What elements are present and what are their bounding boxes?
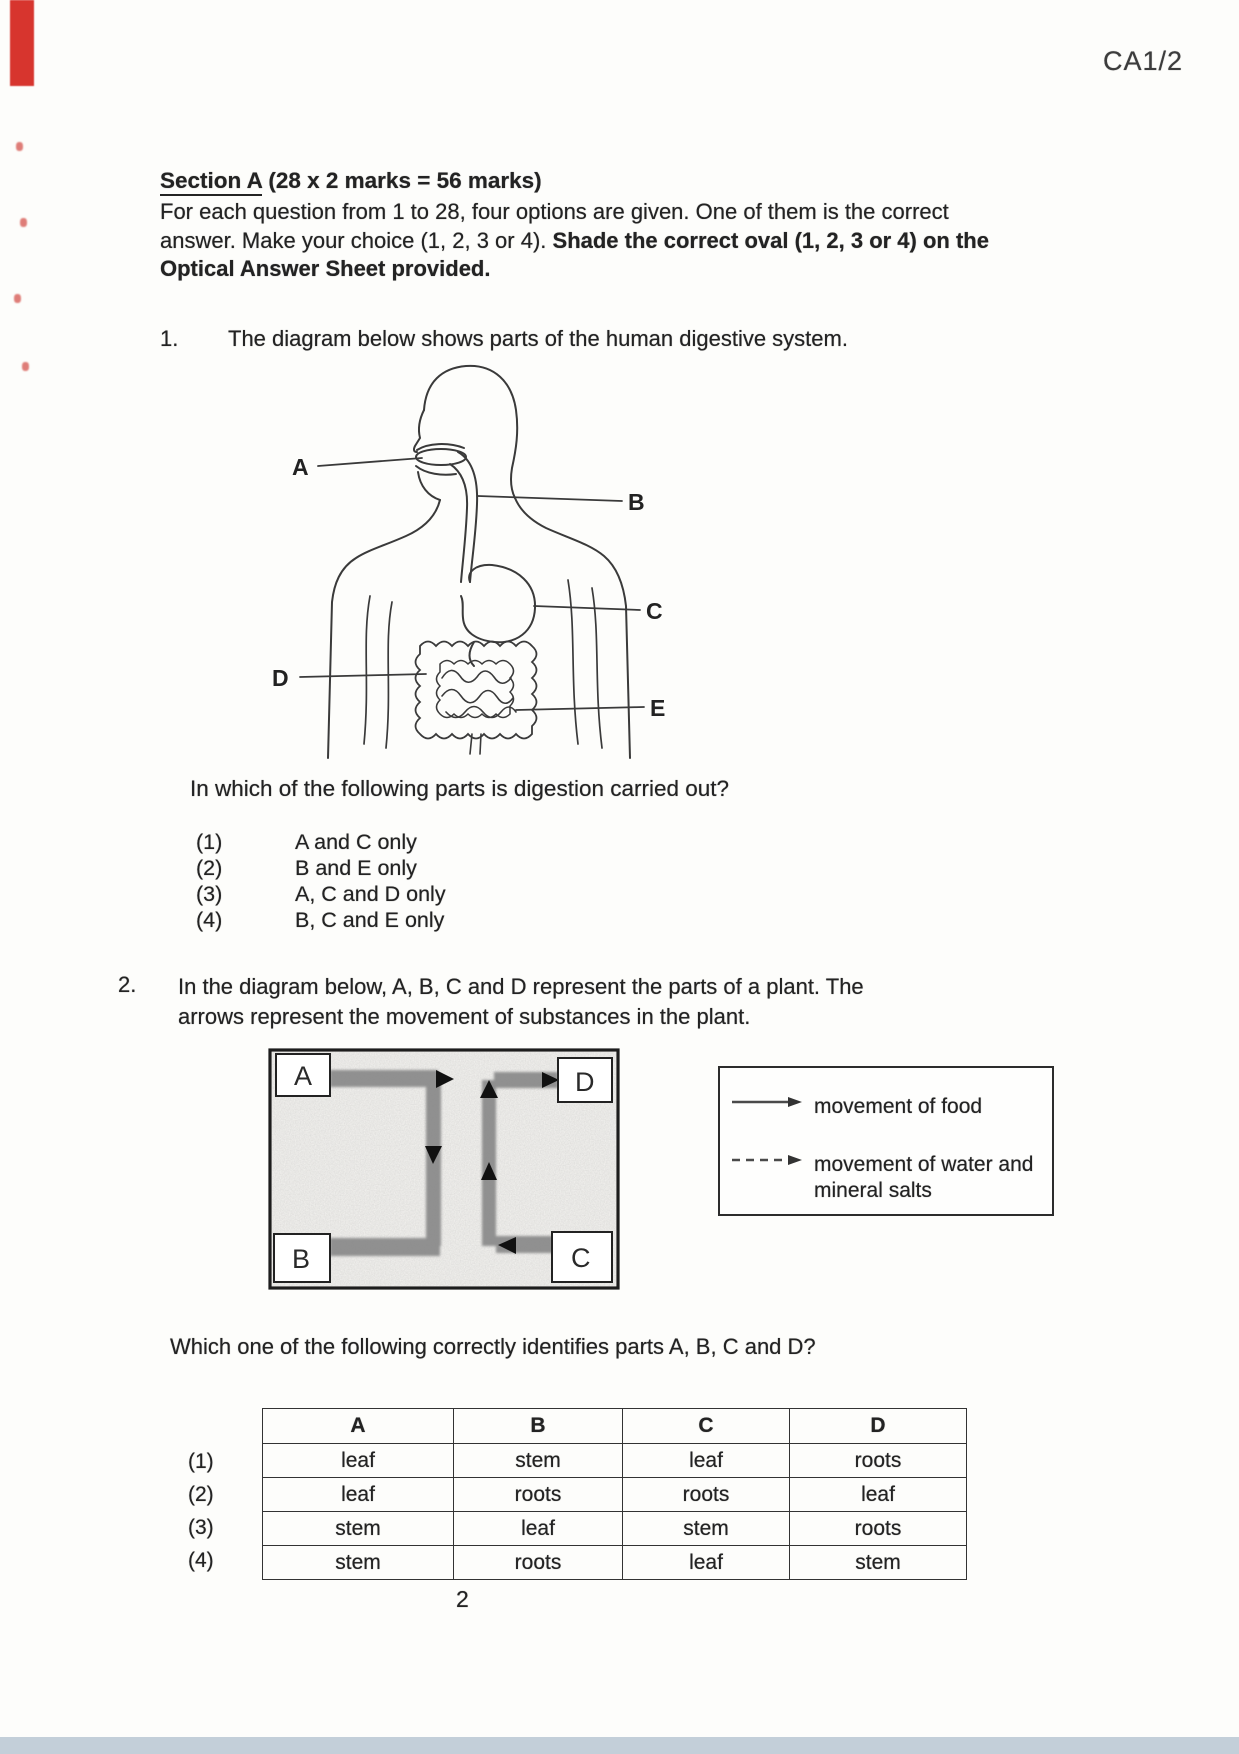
scan-red-speck xyxy=(16,142,23,151)
table-cell: roots xyxy=(790,1444,967,1478)
diagram-label-D: D xyxy=(272,665,289,691)
table-header-B: B xyxy=(454,1409,623,1444)
solid-arrow-icon xyxy=(730,1094,806,1110)
table-cell: stem xyxy=(263,1512,454,1546)
plant-label-C: C xyxy=(571,1243,591,1273)
table-cell: roots xyxy=(790,1512,967,1546)
section-title-underlined: Section A xyxy=(160,168,262,196)
answer-options-table xyxy=(262,1408,967,1580)
instructions-bold: Shade the correct oval (1, 2, 3 or 4) on the Optical Answer Sheet provided. xyxy=(160,227,989,281)
digestive-system-diagram xyxy=(228,344,740,760)
table-cell: leaf xyxy=(454,1512,623,1546)
plant-label-D: D xyxy=(575,1067,595,1097)
legend-box xyxy=(718,1066,1054,1216)
plant-label-A: A xyxy=(294,1061,313,1091)
table-row xyxy=(263,1512,967,1546)
scan-bottom-edge-artifact xyxy=(0,1737,1239,1754)
dashed-arrow-icon xyxy=(730,1152,806,1168)
table-header-C: C xyxy=(623,1409,790,1444)
scan-red-edge-artifact xyxy=(10,0,34,86)
option-number: (4) xyxy=(196,908,223,932)
table-cell: leaf xyxy=(790,1478,967,1512)
diagram-label-B: B xyxy=(628,489,645,515)
instructions-regular: For each question from 1 to 28, four options are given. One of them is the correct answer. Make your choice (1, 2, 3 or 4). xyxy=(160,199,949,253)
question2-prompt: Which one of the following correctly identifies parts A, B, C and D? xyxy=(170,1334,816,1359)
paper-code: CA1/2 xyxy=(1103,46,1184,76)
plant-movement-diagram xyxy=(268,1048,620,1290)
option-number: (1) xyxy=(196,830,223,854)
table-row-label-1: (1) xyxy=(188,1450,214,1473)
table-cell: stem xyxy=(263,1546,454,1580)
question2-stem xyxy=(178,972,864,1032)
table-row-label-2: (2) xyxy=(188,1483,214,1506)
q1-option-4 xyxy=(196,908,444,933)
section-title-marks: (28 x 2 marks = 56 marks) xyxy=(262,168,542,193)
table-cell: roots xyxy=(454,1478,623,1512)
table-header-row xyxy=(263,1409,967,1444)
q1-option-3 xyxy=(196,882,446,907)
section-instructions xyxy=(160,198,990,284)
option-text: A, C and D only xyxy=(295,882,446,906)
scan-red-speck xyxy=(20,218,27,227)
table-cell: leaf xyxy=(263,1478,454,1512)
table-cell: roots xyxy=(454,1546,623,1580)
option-text: B and E only xyxy=(295,856,417,880)
legend-entry-water xyxy=(730,1152,1042,1204)
table-cell: roots xyxy=(623,1478,790,1512)
table-cell: stem xyxy=(454,1444,623,1478)
diagram-label-C: C xyxy=(646,598,663,624)
scan-red-speck xyxy=(14,294,21,303)
table-row xyxy=(263,1546,967,1580)
table-cell: stem xyxy=(790,1546,967,1580)
question1-number: 1. xyxy=(160,326,179,351)
page-number: 2 xyxy=(456,1586,469,1612)
scan-red-speck xyxy=(22,362,29,371)
legend-water-label: movement of water and mineral salts xyxy=(814,1153,1034,1202)
option-text: A and C only xyxy=(295,830,417,854)
table-row-label-4: (4) xyxy=(188,1549,214,1572)
table-cell: stem xyxy=(623,1512,790,1546)
question1-stem: The diagram below shows parts of the human digestive system. xyxy=(228,326,848,351)
q1-option-2 xyxy=(196,856,417,881)
question1-prompt: In which of the following parts is digestion carried out? xyxy=(190,776,730,801)
table-row-label-3: (3) xyxy=(188,1516,214,1539)
legend-entry-food xyxy=(730,1094,982,1120)
option-number: (2) xyxy=(196,856,223,880)
question2-stem-line1: In the diagram below, A, B, C and D represent the parts of a plant. The xyxy=(178,974,864,999)
table-cell: leaf xyxy=(623,1444,790,1478)
question2-number: 2. xyxy=(118,972,137,997)
option-text: B, C and E only xyxy=(295,908,445,932)
table-row xyxy=(263,1444,967,1478)
plant-label-B: B xyxy=(292,1244,311,1274)
diagram-label-E: E xyxy=(650,695,666,721)
option-number: (3) xyxy=(196,882,223,906)
table-header-A: A xyxy=(263,1409,454,1444)
section-title xyxy=(160,168,542,194)
table-row xyxy=(263,1478,967,1512)
legend-food-label: movement of food xyxy=(814,1095,983,1118)
table-header-D: D xyxy=(790,1409,967,1444)
diagram-label-A: A xyxy=(292,454,309,480)
q1-option-1 xyxy=(196,830,417,855)
table-cell: leaf xyxy=(623,1546,790,1580)
question2-stem-line2: arrows represent the movement of substances in the plant. xyxy=(178,1004,751,1029)
table-cell: leaf xyxy=(263,1444,454,1478)
